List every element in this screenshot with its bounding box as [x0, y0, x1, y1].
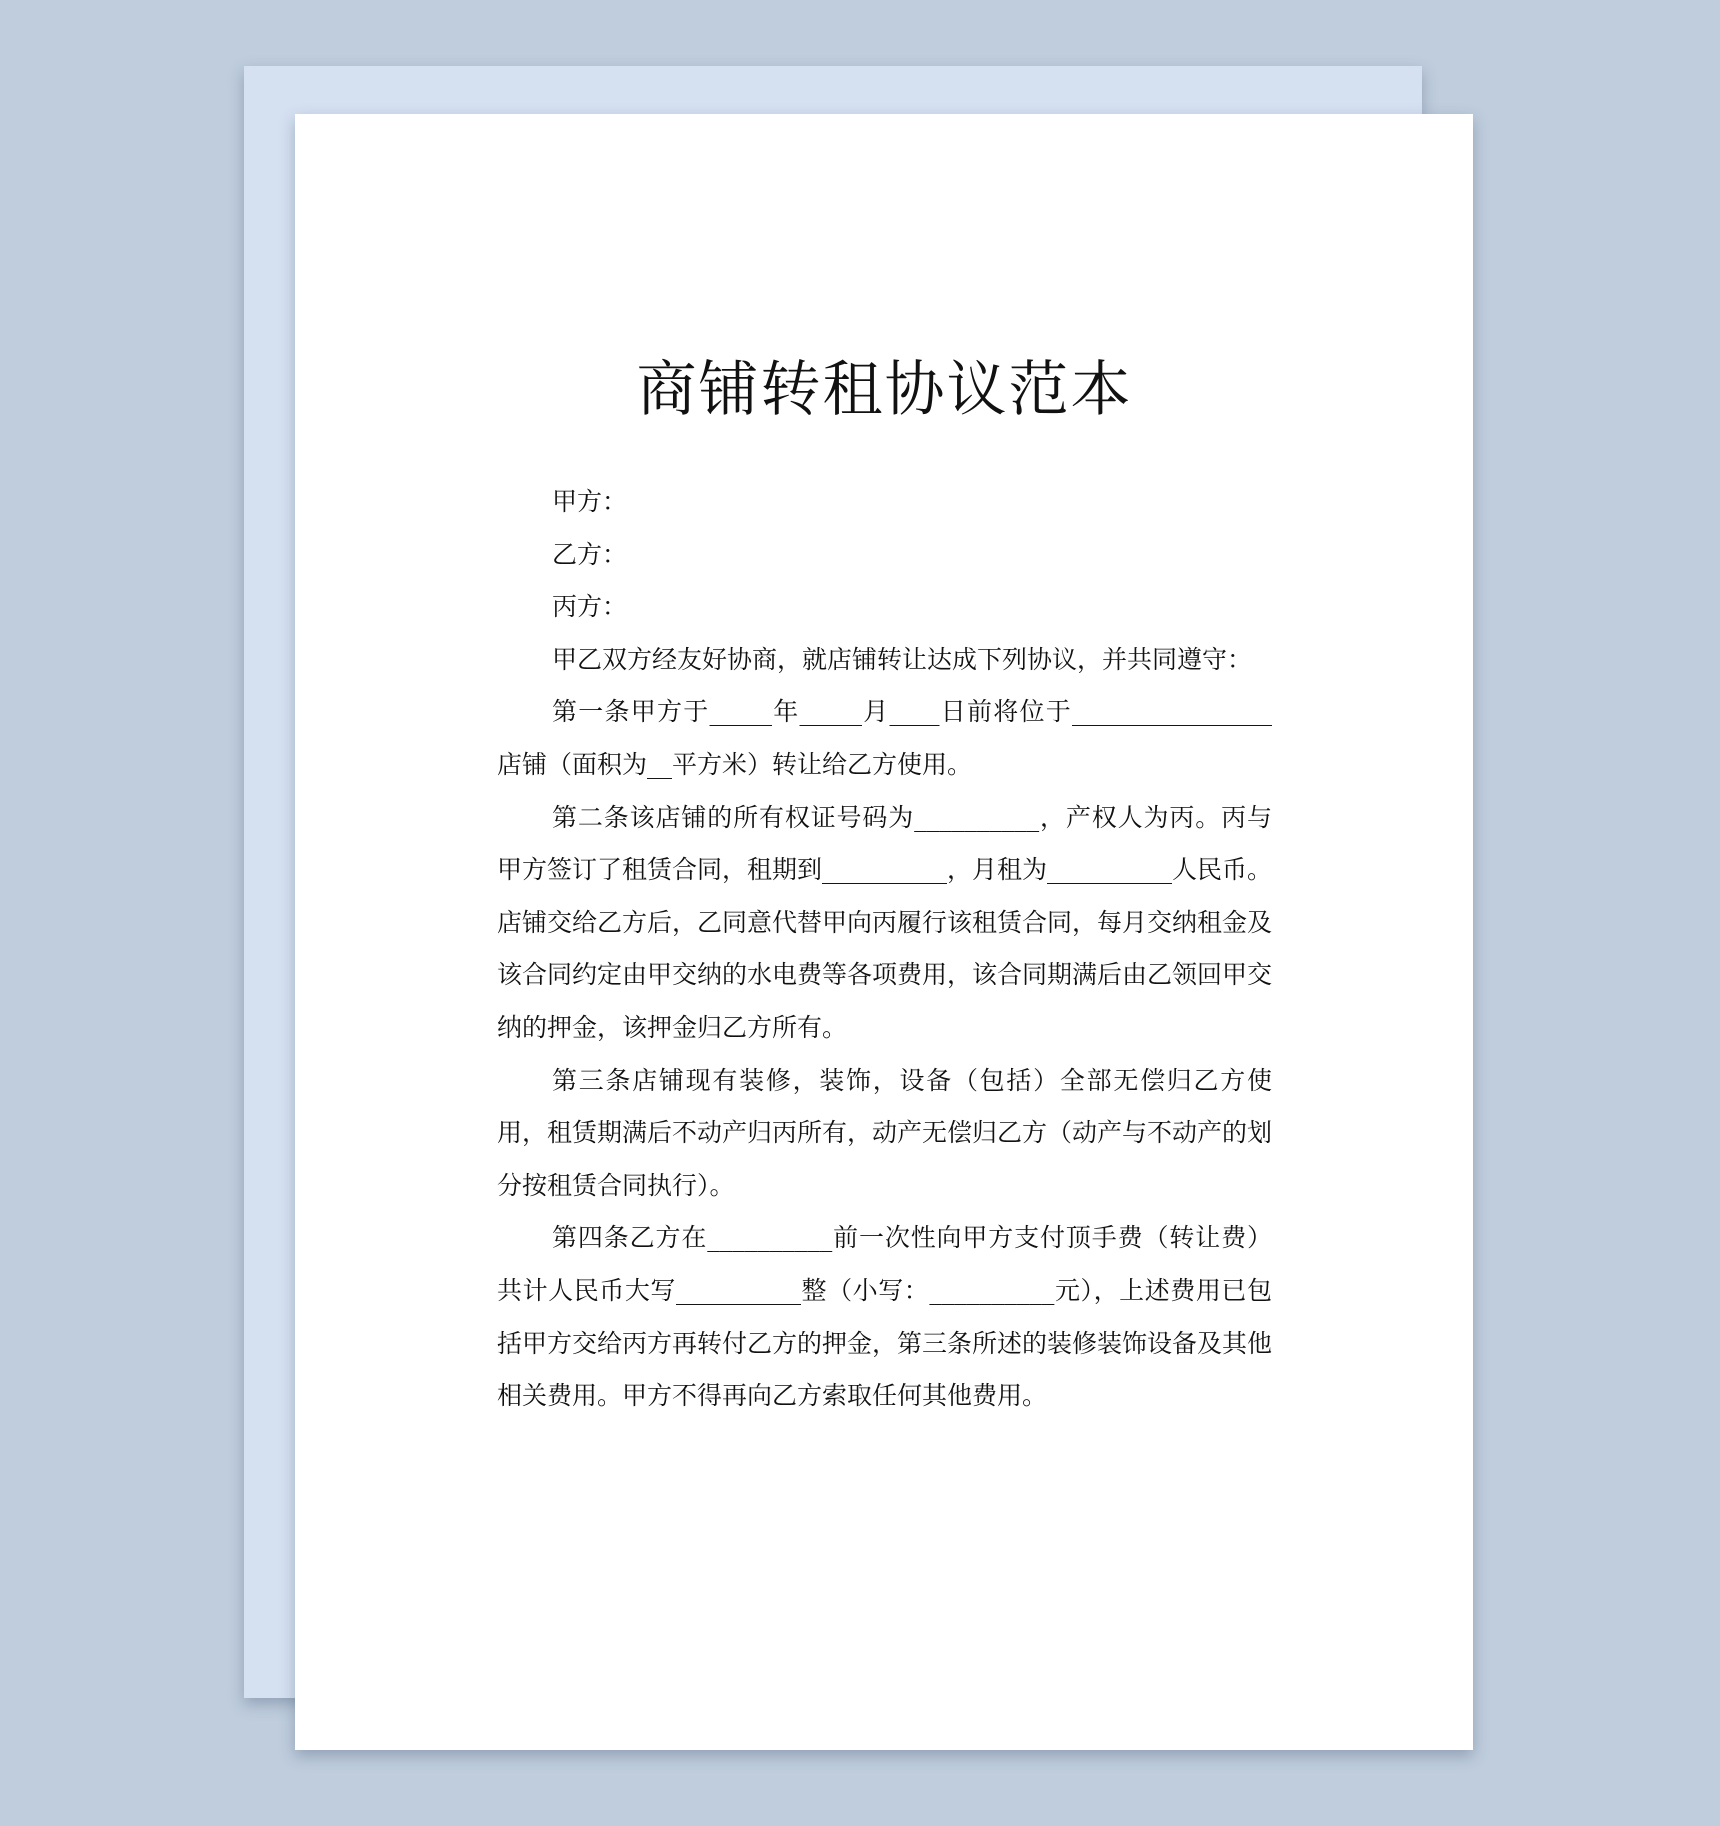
party-a-line: 甲方：	[552, 487, 628, 516]
clause-3-paragraph: 第三条店铺现有装修，装饰，设备（包括）全部无偿归乙方使用，租赁期满后不动产归丙所有，动产无偿归乙方（动产与不动产的划分按租赁合同执行）。	[497, 1065, 1273, 1200]
clause-4-paragraph: 第四条乙方在__________前一次性向甲方支付顶手费（转让费）共计人民币大写__________整（小写：__________元），上述费用已包括甲方交给丙方再转付乙方的押金，第三条所述的装修装饰设备及其他相关费用。甲方不得再向乙方索取任何其他费用。	[497, 1223, 1273, 1411]
document-page	[295, 114, 1473, 1750]
clause-1-paragraph: 第一条甲方于_____年_____月____日前将位于________________店铺（面积为__平方米）转让给乙方使用。	[497, 697, 1272, 779]
party-b-line: 乙方：	[552, 539, 628, 569]
party-c-line: 丙方：	[552, 592, 628, 622]
document-body	[497, 476, 1272, 1423]
intro-paragraph: 甲乙双方经友好协商，就店铺转让达成下列协议，并共同遵守：	[552, 644, 1253, 674]
clause-2-paragraph: 第二条该店铺的所有权证号码为__________，产权人为丙。丙与甲方签订了租赁合同，租期到__________，月租为__________人民币。店铺交给乙方后，乙同意代替甲向丙履行该租赁合同，每月交纳租金及该合同约定由甲交纳的水电费等各项费用，该合同期满后由乙领回甲交纳的押金，该押金归乙方所有。	[497, 802, 1273, 1042]
document-title: 商铺转租协议范本	[636, 355, 1133, 425]
